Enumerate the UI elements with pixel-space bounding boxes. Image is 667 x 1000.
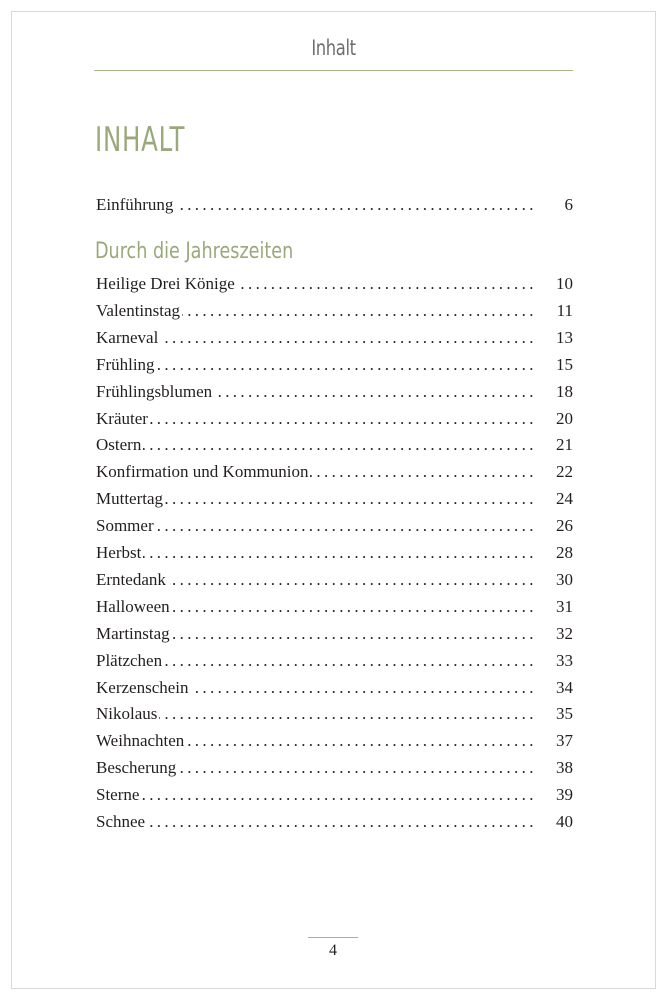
toc-entry-page: 38 xyxy=(556,758,573,778)
running-head: Inhalt xyxy=(311,36,356,60)
dot-leader xyxy=(96,325,535,351)
toc-entry-page: 32 xyxy=(556,623,573,643)
toc-entry[interactable] xyxy=(96,513,573,539)
toc-entry[interactable] xyxy=(96,728,573,754)
dot-leader xyxy=(96,432,535,458)
toc-entry-intro[interactable] xyxy=(96,192,573,218)
toc-entry-page: 21 xyxy=(556,435,573,455)
dot-leader xyxy=(96,540,535,566)
dot-leader xyxy=(96,352,535,378)
toc-entry-page: 22 xyxy=(556,462,573,482)
dot-leader xyxy=(96,513,535,539)
toc-entry-page: 11 xyxy=(556,300,573,320)
toc-entry-label: Martinstag xyxy=(96,621,172,647)
toc-entry-page: 20 xyxy=(556,408,573,428)
toc-entry-page: 31 xyxy=(556,596,573,616)
footer-rule xyxy=(308,937,358,938)
toc-entry-label: Konfirmation und Kommunion xyxy=(96,459,310,485)
toc-entry[interactable] xyxy=(96,755,573,781)
toc-entry-page: 13 xyxy=(556,327,573,347)
toc-entry-label: Herbst xyxy=(96,540,143,566)
toc-entry-page: 15 xyxy=(556,354,573,374)
toc-entry-label: Bescherung xyxy=(96,755,178,781)
page-number: 4 xyxy=(329,942,337,959)
toc-entry[interactable] xyxy=(96,621,573,647)
toc-entry-label: Erntedank xyxy=(96,567,168,593)
toc-entry-page: 28 xyxy=(556,543,573,562)
toc-entry-page: 30 xyxy=(556,569,573,589)
toc-entry-label: Sommer xyxy=(96,513,156,539)
toc-entry-label: Plätzchen xyxy=(96,648,164,674)
toc-entry-label: Muttertag xyxy=(96,486,165,512)
toc-entry[interactable] xyxy=(96,540,573,566)
toc-entry[interactable] xyxy=(96,567,573,593)
toc-entry-label: Einführung xyxy=(96,192,175,218)
toc-entry[interactable] xyxy=(96,432,573,458)
toc-entry[interactable] xyxy=(96,701,573,727)
toc-entry[interactable] xyxy=(96,486,573,512)
toc-entry-label: Heilige Drei Könige xyxy=(96,271,237,297)
toc-entry[interactable] xyxy=(96,298,573,324)
toc-entry-label: Valentinstag xyxy=(96,298,182,324)
toc-entry-label: Kerzenschein xyxy=(96,675,191,701)
toc-entry-label: Frühlingsblumen xyxy=(96,379,214,405)
toc-entry-label: Nikolaus xyxy=(96,701,159,727)
toc-entry-page: 34 xyxy=(556,677,573,697)
toc-entry-label: Schnee xyxy=(96,809,147,835)
toc-entry[interactable] xyxy=(96,379,573,405)
page-title: INHALT xyxy=(95,120,186,160)
section-heading: Durch die Jahreszeiten xyxy=(95,239,294,264)
dot-leader xyxy=(96,701,535,727)
toc-entry-page: 33 xyxy=(556,650,573,670)
toc-entry[interactable] xyxy=(96,352,573,378)
toc-entry-label: Weihnachten xyxy=(96,728,186,754)
dot-leader xyxy=(96,809,535,835)
toc-entry[interactable] xyxy=(96,325,573,351)
dot-leader xyxy=(96,782,535,808)
toc-entry-page: 18 xyxy=(556,381,573,401)
dot-leader xyxy=(96,406,535,432)
toc-entry[interactable] xyxy=(96,459,573,485)
toc-entry-page: 35 xyxy=(556,704,573,724)
toc-entry[interactable] xyxy=(96,271,573,297)
toc-entry[interactable] xyxy=(96,406,573,432)
toc-entry-label: Karneval xyxy=(96,325,160,351)
toc-entry-page: 24 xyxy=(556,489,573,509)
toc-entry-page: 26 xyxy=(556,516,573,536)
toc-entry-page: 39 xyxy=(556,785,573,805)
toc-entry[interactable] xyxy=(96,594,573,620)
toc-entry-label: Frühling xyxy=(96,352,157,378)
toc-entry-page: 37 xyxy=(556,731,573,751)
toc-entry-label: Ostern xyxy=(96,432,143,458)
toc-entry[interactable] xyxy=(96,675,573,701)
toc-entry-page: 10 xyxy=(556,274,573,293)
toc-entry[interactable] xyxy=(96,648,573,674)
toc-entry[interactable] xyxy=(96,809,573,835)
toc-entry-page: 40 xyxy=(556,812,573,831)
toc-entry[interactable] xyxy=(96,782,573,808)
toc-entry-label: Halloween xyxy=(96,594,172,620)
toc-entry-page: 6 xyxy=(564,195,573,214)
toc-entry-label: Sterne xyxy=(96,782,141,808)
header-rule xyxy=(94,70,573,71)
toc-entry-label: Kräuter xyxy=(96,406,150,432)
